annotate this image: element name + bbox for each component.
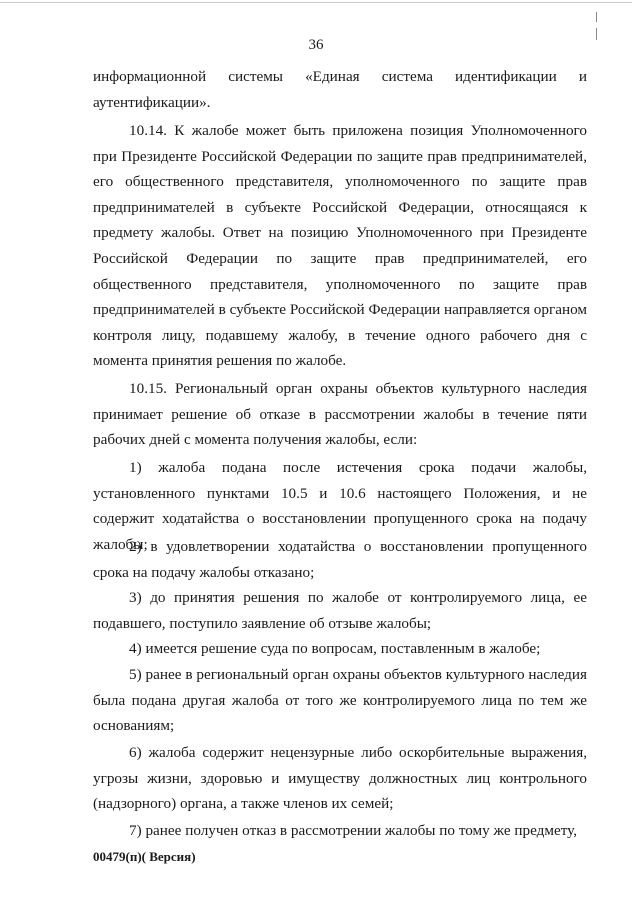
list-item-4: 4) имеется решение суда по вопросам, поставленным в жалобе; [129, 640, 541, 657]
margin-mark [596, 12, 597, 22]
paragraph-10-15: 10.15. Региональный орган охраны объектов культурного наследия принимает решение об отказе в рассмотрении жалобы в течение пяти рабочих дней с момента получения жалобы, если: [93, 380, 587, 449]
list-item-1: 1) жалоба подана после истечения срока подачи жалобы, установленного пунктами 10.5 и 10.6 настоящего Положения, и не содержит ходатайства о восстановлении пропущенного срока на подачу жалобы; [93, 459, 587, 553]
list-item-3: 3) до принятия решения по жалобе от контролируемого лица, ее подавшего, поступило заявление об отзыве жалобы; [93, 589, 587, 632]
page-number: 36 [308, 37, 324, 53]
list-item-5: 5) ранее в региональный орган охраны объектов культурного наследия была подана другая жалоба от того же контролируемого лица по тем же основаниям; [93, 666, 587, 735]
document-footer-code: 00479(п)( Версия) [93, 849, 196, 864]
top-border-line [0, 2, 632, 3]
paragraph-continuation: информационной системы «Единая система идентификации и аутентификации». [93, 68, 587, 111]
list-item-7: 7) ранее получен отказ в рассмотрении жалобы по тому же предмету, [129, 822, 578, 839]
list-item-6: 6) жалоба содержит нецензурные либо оскорбительные выражения, угрозы жизни, здоровью и имуществу должностных лиц контрольного (надзорного) органа, а также членов их семей; [93, 744, 587, 813]
list-item-2: 2) в удовлетворении ходатайства о восстановлении пропущенного срока на подачу жалобы отказано; [93, 538, 587, 581]
paragraph-10-14: 10.14. К жалобе может быть приложена позиция Уполномоченного при Президенте Российской Федерации по защите прав предпринимателей, его общественного представителя, уполномоченного по защите прав предпринимателей в субъекте Российской Федерации, относящаяся к предмету жалобы. Ответ на позицию Уполномоченного при Президенте Российской Федерации по защите прав предпринимателей, его общественного представителя, уполномоченного по защите прав предпринимателей в субъекте Российской Федерации направляется органом контроля лицу, подавшему жалобу, в течение одного рабочего дня с момента принятия решения по жалобе. [93, 122, 587, 370]
